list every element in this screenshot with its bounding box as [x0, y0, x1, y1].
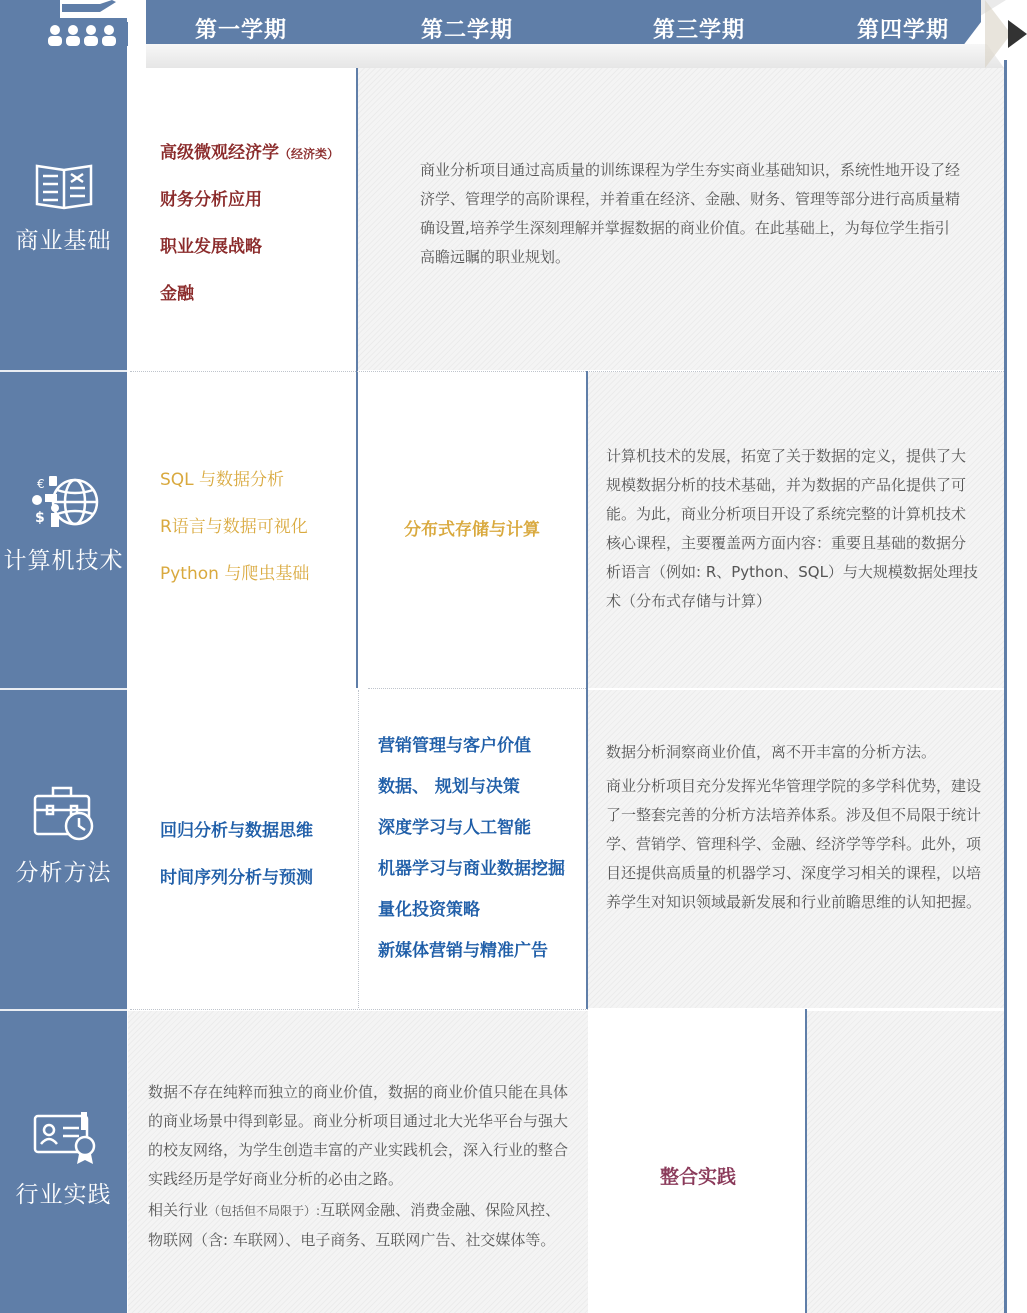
business-description: 商业分析项目通过高质量的训练课程为学生夯实商业基础知识，系统性地开设了经济学、管理学的高阶课程，并着重在经济、金融、财务、管理等部分进行高质量精确设置,培养学生深刻理解并掌握数据的商业价值。在此基础上，为每位学生指引高瞻远瞩的职业规划。: [420, 161, 961, 266]
sidebar-divider: [0, 1009, 127, 1011]
globe-money-icon: [29, 470, 99, 532]
term3-course: 整合实践: [659, 1166, 736, 1188]
briefcase-clock-icon: [31, 782, 97, 844]
category-practice: [0, 1110, 127, 1209]
course-item: R语言与数据可视化: [160, 517, 308, 537]
svg-text:€: €: [36, 477, 45, 491]
category-label: 计算机技术: [3, 548, 124, 574]
category-computing: [0, 470, 127, 575]
course-item: 高级微观经济学（经济类）: [160, 143, 340, 163]
course-item: 金融: [160, 284, 194, 304]
course-item: 回归分析与数据思维: [160, 821, 313, 841]
pencil-tip-icon: [1008, 20, 1027, 48]
practice-industries: 相关行业（包括但不局限于）:互联网金融、消费金融、保险风控、物联网（含: 车联网）、电子商务、互联网广告、社交媒体等。: [148, 1201, 561, 1249]
category-label: 行业实践: [15, 1182, 112, 1208]
category-business: [0, 160, 127, 255]
term-1-label: 第一学期: [195, 18, 288, 43]
methods-description-lead: 数据分析洞察商业价值，离不开丰富的分析方法。: [606, 743, 937, 761]
svg-text:$: $: [34, 510, 45, 526]
term4-empty-cell: [807, 1011, 1004, 1313]
term-4-label: 第四学期: [857, 18, 950, 43]
course-item: 数据、 规划与决策: [378, 777, 520, 797]
course-item: SQL 与数据分析: [160, 470, 285, 490]
audience-logo: [0, 0, 145, 46]
course-item: 职业发展战略: [160, 237, 262, 257]
column-divider: [358, 690, 359, 1008]
sidebar-divider: [0, 370, 127, 372]
pencil-bottom: [146, 44, 1004, 68]
term2-course: 分布式存储与计算: [404, 520, 540, 540]
course-item: 营销管理与客户价值: [378, 736, 531, 756]
course-item: 机器学习与商业数据挖掘: [378, 859, 565, 879]
course-item: 量化投资策略: [378, 900, 480, 920]
row-divider: [368, 688, 586, 689]
course-item: 财务分析应用: [160, 190, 262, 210]
course-item: Python 与爬虫基础: [160, 564, 310, 584]
term-3-label: 第三学期: [653, 18, 746, 43]
sidebar-divider: [0, 688, 127, 690]
course-item: 深度学习与人工智能: [378, 818, 531, 838]
term1-divider: [356, 68, 358, 688]
category-label: 商业基础: [15, 228, 112, 254]
row-divider: [130, 1009, 588, 1010]
term-2-label: 第二学期: [421, 18, 514, 43]
practice-description: 数据不存在纯粹而独立的商业价值，数据的商业价值只能在具体的商业场景中得到彰显。商业分析项目通过北大光华平台与强大的校友网络，为学生创造丰富的产业实践机会，深入行业的整合实践经历是学好商业分析的必由之路。: [148, 1083, 569, 1188]
certificate-icon: [31, 1110, 97, 1166]
category-methods: [0, 782, 127, 887]
course-item: 时间序列分析与预测: [160, 868, 313, 888]
methods-description: 商业分析项目充分发挥光华管理学院的多学科优势，建设了一整套完善的分析方法培养体系。涉及但不局限于统计学、营销学、管理科学、金融、经济学等学科。此外，项目还提供高质量的机器学习、深度学习相关的课程，以培养学生对知识领域最新发展和行业前瞻思维的认知把握。: [606, 777, 982, 911]
computing-description: 计算机技术的发展，拓宽了关于数据的定义，提供了大规模数据分析的技术基础，并为数据的产品化提供了可能。为此，商业分析项目开设了系统完整的计算机技术核心课程，主要覆盖两方面内容：重要且基础的数据分析语言（例如: R、Python、SQL）与大规模数据处理技术（分布式存储与计算）: [606, 447, 978, 610]
table-right-border: [1004, 60, 1007, 1313]
course-item: 新媒体营销与精准广告: [378, 941, 548, 961]
category-label: 分析方法: [15, 860, 112, 886]
book-icon: [33, 160, 95, 212]
